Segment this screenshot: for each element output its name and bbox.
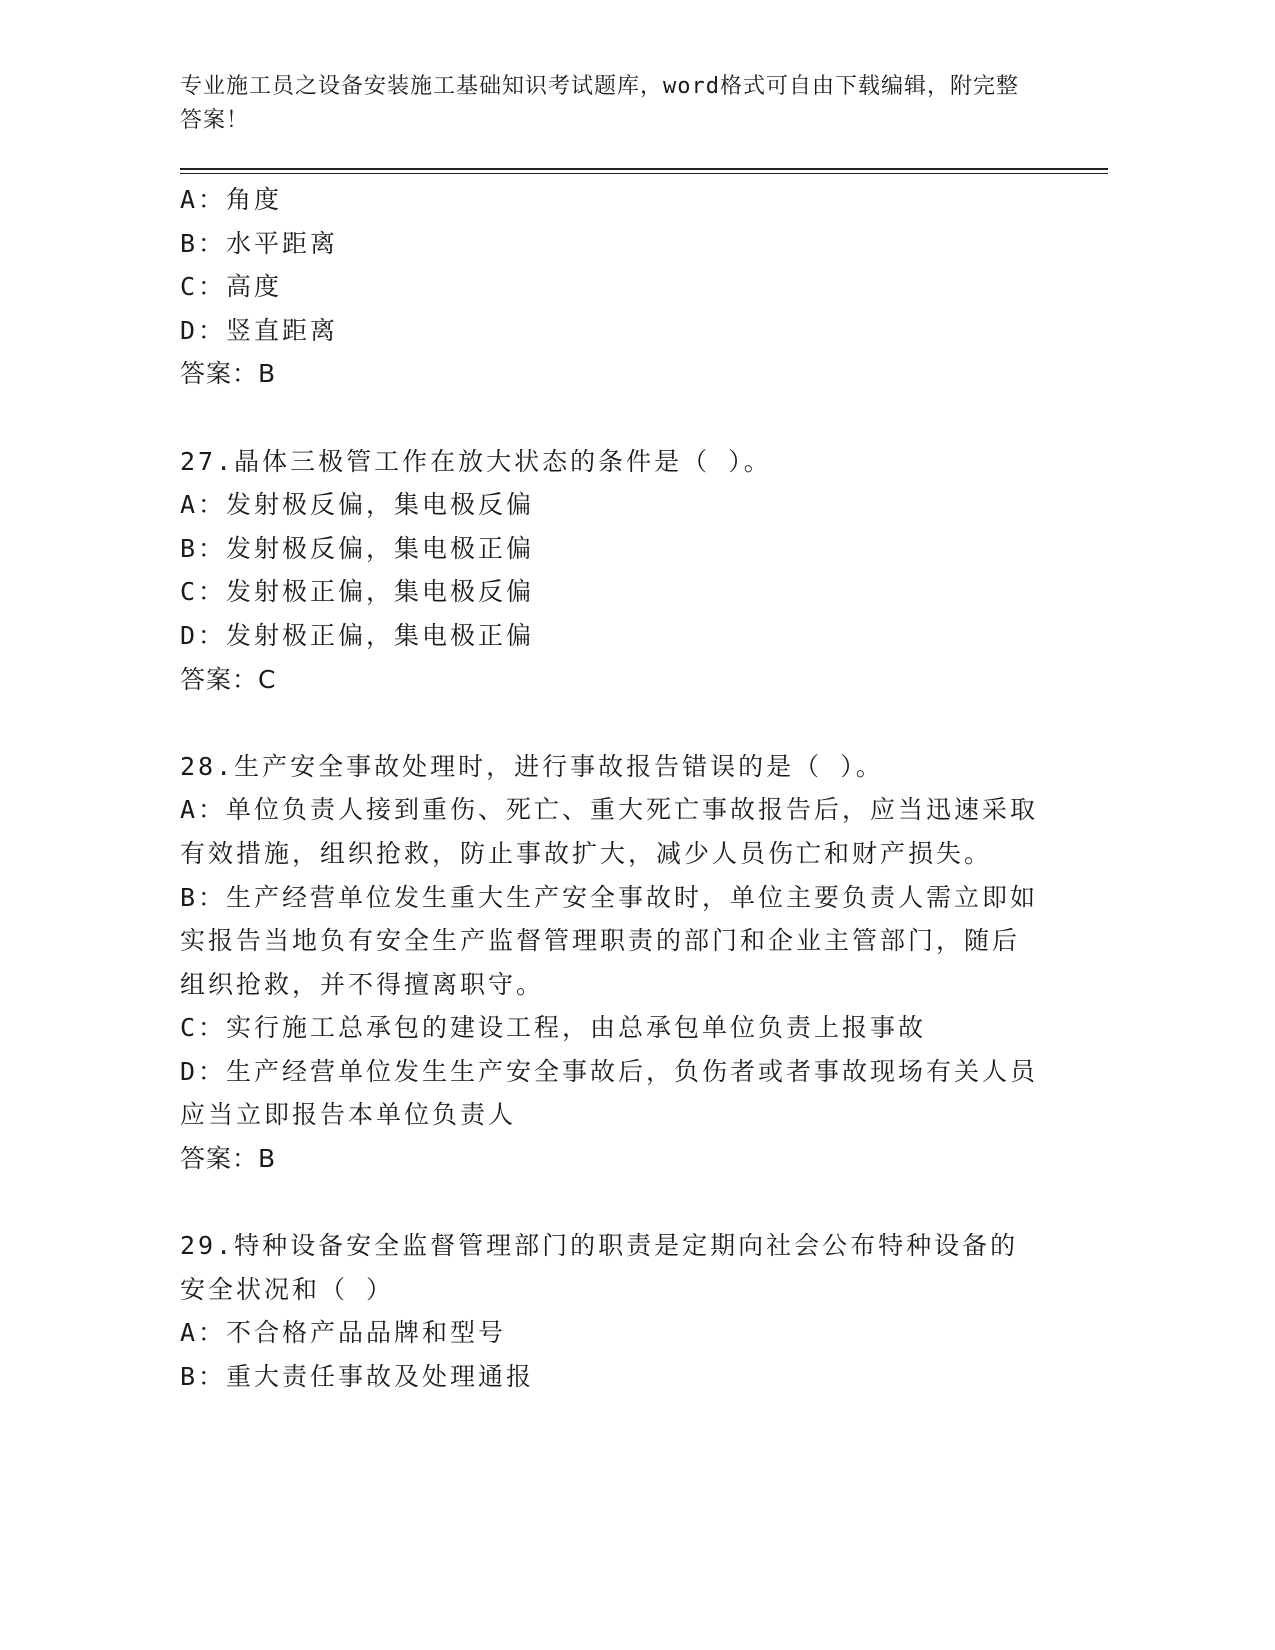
answer-line: 答案：C bbox=[180, 664, 277, 694]
option-a: A：发射极反偏，集电极反偏 bbox=[180, 490, 535, 520]
option-a: A：单位负责人接到重伤、死亡、重大死亡事故报告后，应当迅速采取有效措施，组织抢救，防止事故扩大，减少人员伤亡和财产损失。 bbox=[180, 795, 1039, 868]
option-c: C：高度 bbox=[180, 272, 283, 302]
question-block-continued bbox=[180, 178, 1100, 396]
answer-line: 答案：B bbox=[180, 1144, 277, 1174]
option-a: A：角度 bbox=[180, 185, 283, 214]
question-stem: 29.特种设备安全监督管理部门的职责是定期向社会公布特种设备的安全状况和（ ） bbox=[180, 1231, 1019, 1304]
option-d: D：竖直距离 bbox=[180, 315, 339, 345]
document-header: 专业施工员之设备安装施工基础知识考试题库，word格式可自由下载编辑，附完整答案！ bbox=[180, 74, 1019, 133]
option-d: D：生产经营单位发生生产安全事故后，负伤者或者事故现场有关人员应当立即报告本单位负责人 bbox=[180, 1056, 1039, 1130]
header-divider bbox=[180, 168, 1108, 174]
option-c: C：实行施工总承包的建设工程，由总承包单位负责上报事故 bbox=[180, 1013, 927, 1043]
question-stem: 27.晶体三极管工作在放大状态的条件是（ ）。 bbox=[180, 446, 772, 476]
option-b: B：水平距离 bbox=[180, 228, 339, 258]
option-d: D：发射极正偏，集电极正偏 bbox=[180, 620, 535, 650]
option-c: C：发射极正偏，集电极反偏 bbox=[180, 577, 535, 607]
option-b: B：生产经营单位发生重大生产安全事故时，单位主要负责人需立即如实报告当地负有安全生产监督管理职责的部门和企业主管部门，随后组织抢救，并不得擅离职守。 bbox=[180, 882, 1039, 999]
option-b: B：发射极反偏，集电极正偏 bbox=[180, 533, 535, 563]
answer-line: 答案：B bbox=[180, 359, 277, 389]
question-list bbox=[180, 178, 1100, 1399]
option-a: A：不合格产品品牌和型号 bbox=[180, 1318, 507, 1348]
question-29 bbox=[180, 1224, 1100, 1398]
question-stem: 28.生产安全事故处理时，进行事故报告错误的是（ ）。 bbox=[180, 751, 884, 781]
option-b: B：重大责任事故及处理通报 bbox=[180, 1362, 535, 1392]
question-27 bbox=[180, 440, 1100, 702]
question-28 bbox=[180, 745, 1100, 1181]
document-page bbox=[180, 0, 1100, 1399]
